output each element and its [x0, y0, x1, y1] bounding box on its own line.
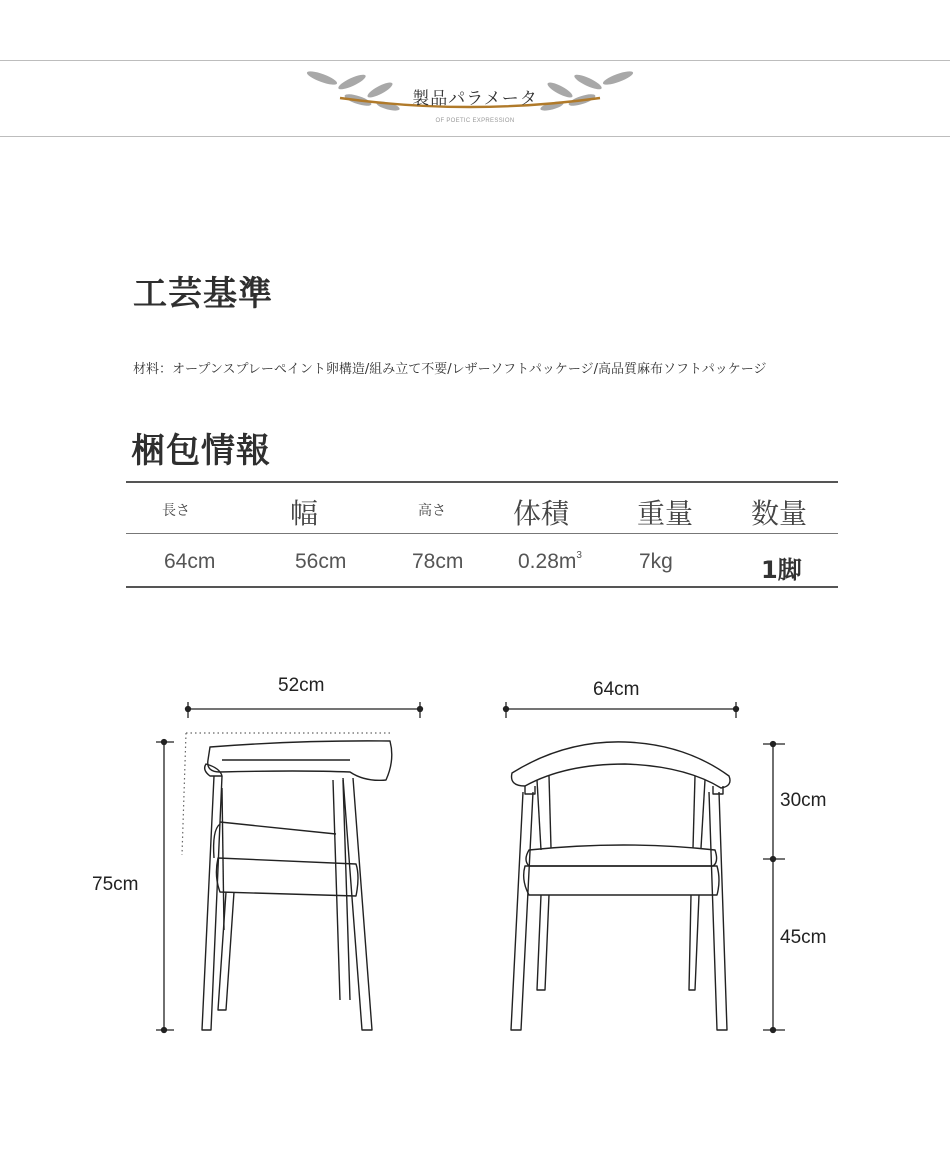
header-length: 長さ	[162, 503, 190, 519]
value-height: 78cm	[412, 550, 464, 573]
packaging-heading: 梱包情報	[131, 431, 271, 471]
banner-title: 製品パラメータ	[412, 89, 538, 109]
chair-front-view	[495, 700, 795, 1050]
banner-subtitle: OF POETIC EXPRESSION	[435, 118, 515, 124]
header-quantity: 数量	[751, 497, 808, 530]
side-width-label: 52cm	[278, 675, 325, 696]
value-weight: 7kg	[639, 550, 673, 573]
value-volume: $0.28m^3$	[518, 550, 582, 573]
header-weight: 重量	[637, 497, 694, 530]
chair-side-view	[150, 700, 440, 1050]
upper-height-label: 30cm	[780, 790, 827, 811]
table-bottom-rule	[126, 586, 838, 588]
header-height: 高さ	[418, 503, 446, 519]
table-middle-rule	[126, 533, 838, 534]
value-width: 56cm	[295, 550, 347, 573]
craft-heading: 工芸基準	[133, 274, 273, 314]
total-height-label: 75cm	[92, 874, 139, 895]
front-width-label: 64cm	[593, 679, 640, 700]
value-length: 64cm	[164, 550, 216, 573]
banner-top-rule	[0, 60, 950, 61]
header-volume: 体積	[513, 497, 570, 530]
banner-bottom-rule	[0, 136, 950, 137]
volume-superscript: 3	[576, 550, 582, 561]
value-quantity: 1脚	[761, 556, 802, 584]
header-width: 幅	[290, 497, 319, 530]
seat-height-label: 45cm	[780, 927, 827, 948]
table-top-rule	[126, 481, 838, 483]
materials-text: 材料：オープンスプレーペイント卵構造/組み立て不要/レザーソフトパッケージ/高品質麻布ソフトパッケージ	[133, 362, 767, 377]
